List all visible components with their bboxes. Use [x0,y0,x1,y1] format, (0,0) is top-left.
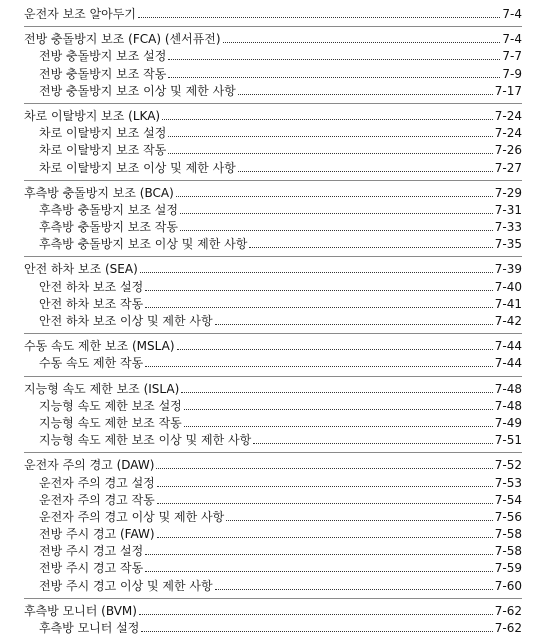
toc-entry-title: 운전자 주의 경고 작동 [39,492,155,507]
toc-entry-title: 운전자 주의 경고 (DAW) [24,458,155,473]
dot-leader [184,426,493,427]
dot-leader [168,59,500,60]
dot-leader [145,554,493,555]
dot-leader [157,537,493,538]
toc-entry-title: 전방 주시 경고 이상 및 제한 사항 [39,578,213,593]
toc-section-heading[interactable] [24,31,522,48]
toc-page-number: 7-62 [494,621,522,635]
dot-leader [162,119,493,120]
dot-leader [184,409,493,410]
toc-section-heading[interactable] [24,108,522,125]
toc-entry-title: 후측방 모니터 (BVM) [24,603,137,618]
toc-page-number: 7-44 [494,356,522,371]
toc-entry[interactable] [24,509,522,526]
toc-page-number: 7-41 [494,296,522,311]
toc-page-number: 7-51 [494,433,522,448]
toc-entry-title: 안전 하차 보조 작동 [39,296,144,311]
toc-entry-title: 후측방 모니터 설정 [39,621,140,635]
toc-entry[interactable] [24,66,522,83]
dot-leader [176,196,493,197]
toc-entry-title: 후측방 충돌방지 보조 (BCA) [24,185,174,200]
toc-entry[interactable] [24,526,522,543]
toc-page-number: 7-31 [494,202,522,217]
toc-entry-title: 차로 이탈방지 보조 이상 및 제한 사항 [39,160,236,175]
dot-leader [157,486,493,487]
toc-entry-title: 수동 속도 제한 보조 (MSLA) [24,339,175,354]
toc-entry[interactable] [24,296,522,313]
toc-entry-title: 운전자 보조 알아두기 [24,7,136,21]
toc-entry-title: 지능형 속도 제한 보조 설정 [39,398,182,413]
toc-entry-title: 전방 주시 경고 작동 [39,561,144,576]
toc-page-number: 7-58 [494,544,522,559]
toc-section [24,108,522,181]
toc-entry-title: 수동 속도 제한 작동 [39,356,144,371]
dot-leader [145,366,493,367]
toc-section-heading[interactable] [24,457,522,474]
toc-page-number: 7-9 [502,66,522,81]
toc-page-number: 7-54 [494,492,522,507]
dot-leader [181,392,492,393]
toc-entry-title: 후측방 충돌방지 보조 이상 및 제한 사항 [39,237,248,252]
toc-entry-title: 운전자 주의 경고 이상 및 제한 사항 [39,509,225,524]
toc-entry-title: 차로 이탈방지 보조 작동 [39,143,167,158]
toc-page-number: 7-4 [502,32,522,47]
dot-leader [226,520,493,521]
dot-leader [157,503,493,504]
toc-page-number: 7-39 [494,262,522,277]
toc-page-number: 7-29 [494,185,522,200]
dot-leader [253,443,493,444]
toc-entry[interactable] [24,415,522,432]
toc-page-number: 7-17 [494,83,522,98]
toc-entry[interactable] [24,202,522,219]
dot-leader [145,290,493,291]
dot-leader [139,614,493,615]
toc-page-number: 7-24 [494,108,522,123]
toc-page-number: 7-26 [494,143,522,158]
toc-entry[interactable] [24,543,522,560]
toc-entry[interactable] [24,160,522,177]
toc-entry-title: 지능형 속도 제한 보조 이상 및 제한 사항 [39,433,252,448]
toc-page-number: 7-4 [502,7,522,21]
toc-entry[interactable] [24,398,522,415]
toc-section [24,603,522,640]
toc-entry-title: 전방 주시 경고 설정 [39,544,144,559]
toc-section [24,338,522,376]
dot-leader [168,153,492,154]
toc-page-number: 7-48 [494,381,522,396]
toc-page-number: 7-40 [494,279,522,294]
dot-leader [180,213,493,214]
dot-leader [145,571,493,572]
dot-leader [168,136,492,137]
toc-entry-title: 후측방 충돌방지 보조 작동 [39,220,178,235]
toc-entry[interactable] [24,313,522,330]
dot-leader [138,17,500,18]
toc-section-heading[interactable] [24,6,522,23]
toc-page-number: 7-48 [494,398,522,413]
toc-section-heading[interactable] [24,185,522,202]
toc-entry-title: 안전 하차 보조 이상 및 제한 사항 [39,314,213,328]
toc-section-heading[interactable] [24,261,522,278]
toc-page-number: 7-60 [494,578,522,593]
toc-entry-title: 차로 이탈방지 보조 (LKA) [24,108,161,123]
toc-section [24,6,522,27]
toc-page-number: 7-56 [494,509,522,524]
toc-entry-title: 후측방 충돌방지 보조 설정 [39,202,178,217]
toc-page-number: 7-52 [494,458,522,473]
toc-entry-title: 전방 충돌방지 보조 이상 및 제한 사항 [39,83,236,98]
toc-entry[interactable] [24,432,522,449]
toc-page-number: 7-33 [494,220,522,235]
toc-entry-title: 전방 주시 경고 (FAW) [39,527,155,542]
dot-leader [238,94,493,95]
toc-entry-title: 운전자 주의 경고 설정 [39,475,155,490]
toc-page-number: 7-24 [494,126,522,141]
dot-leader [145,307,493,308]
toc-section [24,31,522,104]
toc-entry-title: 안전 하차 보조 설정 [39,279,144,294]
toc-section-heading[interactable] [24,603,522,620]
toc-page-number: 7-7 [502,49,522,64]
toc-entry[interactable] [24,620,522,637]
toc-section-heading[interactable] [24,338,522,355]
toc-entry[interactable] [24,142,522,159]
toc-section-heading[interactable] [24,381,522,398]
toc-page-number: 7-35 [494,237,522,252]
dot-leader [238,171,493,172]
toc-entry[interactable] [24,83,522,100]
toc-entry-title: 지능형 속도 제한 보조 (ISLA) [24,381,180,396]
toc-page-number: 7-42 [494,314,522,328]
toc-section [24,261,522,334]
toc-page-number: 7-58 [494,527,522,542]
dot-leader [141,631,492,632]
toc-entry[interactable] [24,219,522,236]
toc-entry-title: 전방 충돌방지 보조 (FCA) (센서퓨전) [24,32,221,47]
toc-entry[interactable] [24,355,522,372]
toc-page-number: 7-59 [494,561,522,576]
toc-page-number: 7-27 [494,160,522,175]
dot-leader [215,589,493,590]
toc-entry-title: 전방 충돌방지 보조 설정 [39,49,167,64]
dot-leader [168,77,500,78]
toc-page-number: 7-53 [494,475,522,490]
dot-leader [215,324,493,325]
dot-leader [249,247,492,248]
toc-entry-title: 차로 이탈방지 보조 설정 [39,126,167,141]
toc-entry[interactable] [24,475,522,492]
toc-entry[interactable] [24,125,522,142]
toc-entry-title: 지능형 속도 제한 보조 작동 [39,415,182,430]
toc-entry-title: 전방 충돌방지 보조 작동 [39,66,167,81]
toc-section [24,381,522,454]
toc-page-number: 7-49 [494,415,522,430]
toc-section [24,457,522,599]
toc-entry[interactable] [24,578,522,595]
toc-entry-title: 안전 하차 보조 (SEA) [24,262,138,277]
dot-leader [223,42,501,43]
toc-section [24,185,522,258]
dot-leader [156,468,492,469]
dot-leader [177,349,493,350]
toc-entry[interactable] [24,492,522,509]
toc-entry[interactable] [24,279,522,296]
toc-entry[interactable] [24,236,522,253]
toc-page-number: 7-62 [494,603,522,618]
dot-leader [140,272,493,273]
dot-leader [180,230,493,231]
toc-page-number: 7-44 [494,339,522,354]
toc-entry[interactable] [24,560,522,577]
toc-entry[interactable] [24,48,522,65]
